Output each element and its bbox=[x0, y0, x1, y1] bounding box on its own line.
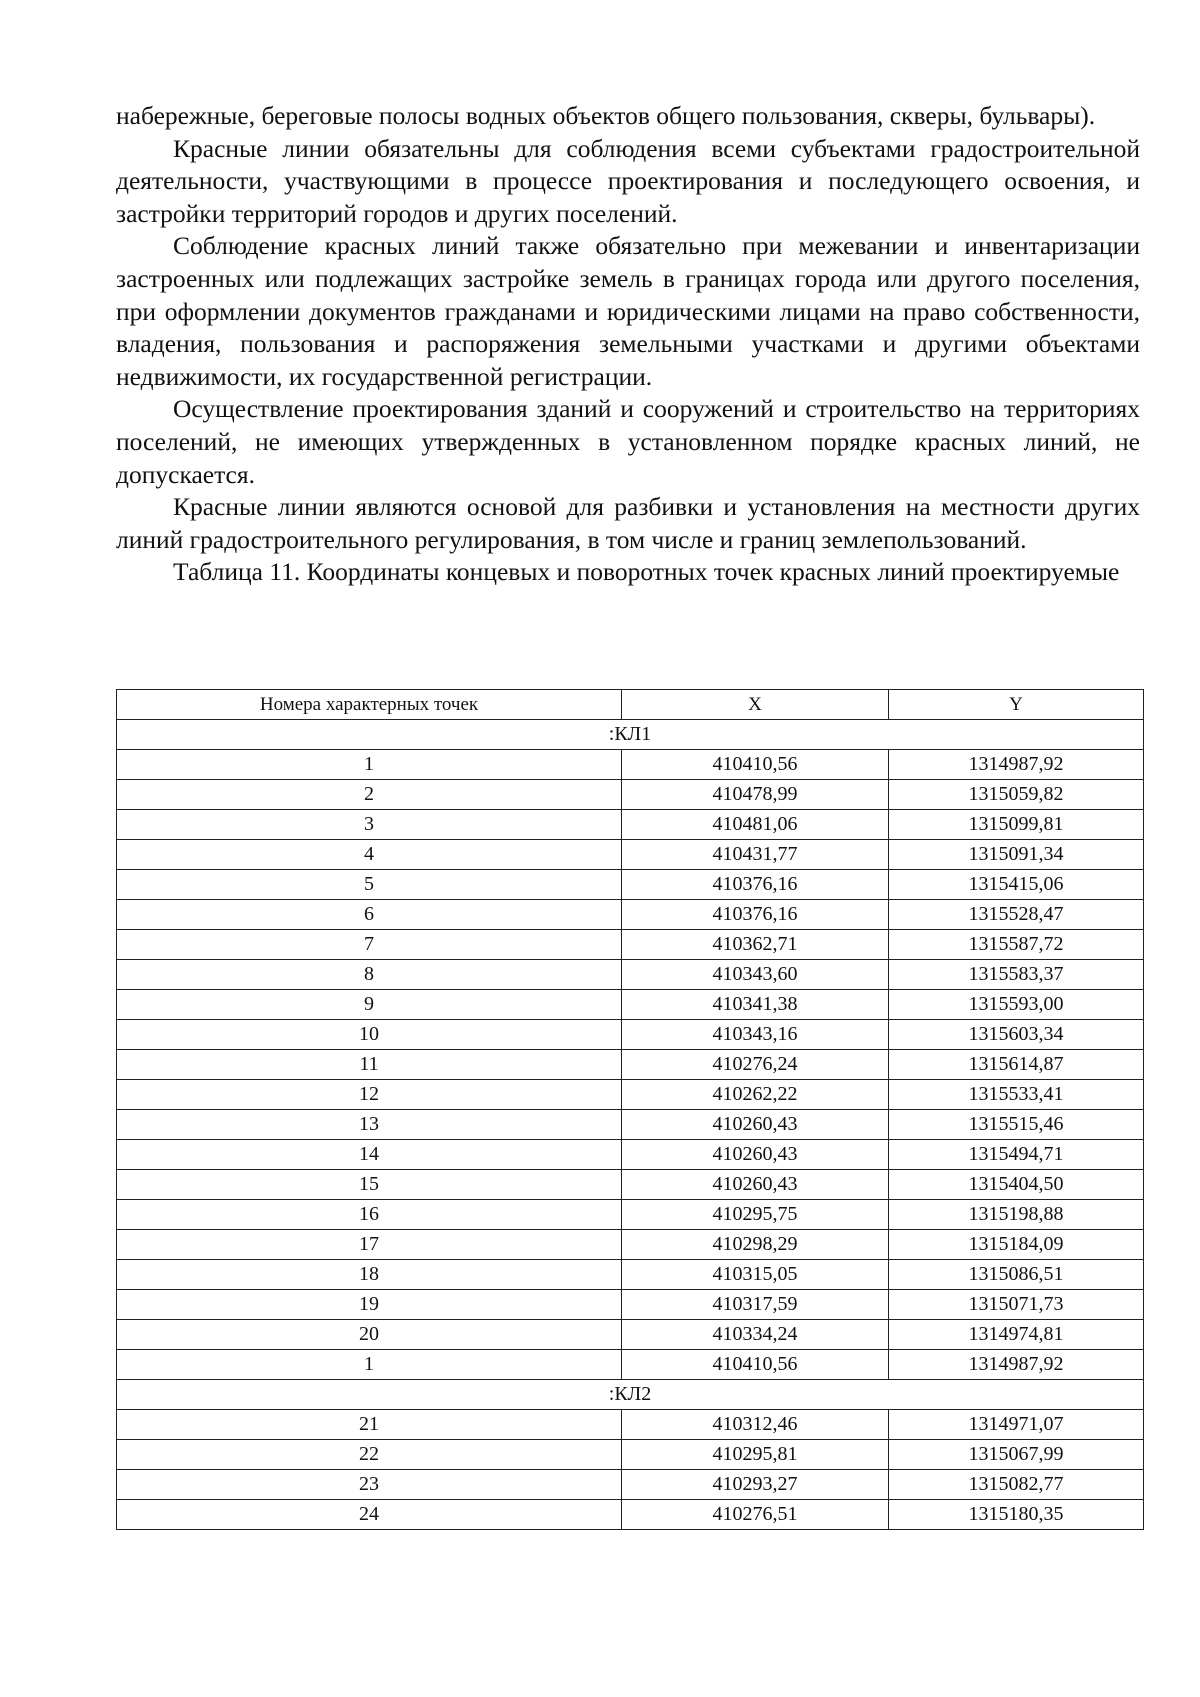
y-cell: 1315067,99 bbox=[889, 1440, 1144, 1470]
point-number-cell: 13 bbox=[117, 1110, 622, 1140]
point-number-cell: 21 bbox=[117, 1410, 622, 1440]
table-row bbox=[117, 960, 1144, 990]
x-cell: 410260,43 bbox=[622, 1110, 889, 1140]
point-number-cell: 18 bbox=[117, 1260, 622, 1290]
point-number-cell: 24 bbox=[117, 1500, 622, 1530]
y-cell: 1315415,06 bbox=[889, 870, 1144, 900]
table-caption: Таблица 11. Координаты концевых и поворотных точек красных линий проектируемые bbox=[173, 557, 1120, 587]
point-number-cell: 7 bbox=[117, 930, 622, 960]
x-cell: 410295,75 bbox=[622, 1200, 889, 1230]
x-cell: 410410,56 bbox=[622, 750, 889, 780]
x-cell: 410298,29 bbox=[622, 1230, 889, 1260]
table-row bbox=[117, 1470, 1144, 1500]
table-row bbox=[117, 1290, 1144, 1320]
x-cell: 410410,56 bbox=[622, 1350, 889, 1380]
x-cell: 410317,59 bbox=[622, 1290, 889, 1320]
body-text bbox=[116, 100, 1140, 589]
x-cell: 410312,46 bbox=[622, 1410, 889, 1440]
y-cell: 1315614,87 bbox=[889, 1050, 1144, 1080]
point-number-cell: 19 bbox=[117, 1290, 622, 1320]
x-cell: 410315,05 bbox=[622, 1260, 889, 1290]
x-cell: 410478,99 bbox=[622, 780, 889, 810]
y-cell: 1315533,41 bbox=[889, 1080, 1144, 1110]
y-cell: 1315593,00 bbox=[889, 990, 1144, 1020]
paragraph: набережные, береговые полосы водных объектов общего пользования, скверы, бульвары). bbox=[116, 101, 1096, 130]
point-number-cell: 20 bbox=[117, 1320, 622, 1350]
table-row bbox=[117, 1320, 1144, 1350]
x-cell: 410376,16 bbox=[622, 870, 889, 900]
table-row bbox=[117, 1230, 1144, 1260]
point-number-cell: 17 bbox=[117, 1230, 622, 1260]
point-number-cell: 6 bbox=[117, 900, 622, 930]
point-number-cell: 23 bbox=[117, 1470, 622, 1500]
paragraph: Красные линии обязательны для соблюдения всеми субъектами градостроительной деятельности, участвующими в процессе проектирования и последующего освоения, и застройки территорий городов и других поселений. bbox=[116, 133, 1140, 228]
y-cell: 1314974,81 bbox=[889, 1320, 1144, 1350]
x-cell: 410431,77 bbox=[622, 840, 889, 870]
x-cell: 410276,51 bbox=[622, 1500, 889, 1530]
y-cell: 1314987,92 bbox=[889, 1350, 1144, 1380]
table-row bbox=[117, 750, 1144, 780]
table-row bbox=[117, 1260, 1144, 1290]
y-cell: 1315099,81 bbox=[889, 810, 1144, 840]
x-cell: 410343,60 bbox=[622, 960, 889, 990]
table-row bbox=[117, 1500, 1144, 1530]
x-cell: 410295,81 bbox=[622, 1440, 889, 1470]
table-row bbox=[117, 1440, 1144, 1470]
paragraph: Красные линии являются основой для разбивки и установления на местности других линий градостроительного регулирования, в том числе и границ землепользований. bbox=[116, 492, 1140, 554]
table-row bbox=[117, 1080, 1144, 1110]
y-cell: 1315091,34 bbox=[889, 840, 1144, 870]
table-row bbox=[117, 900, 1144, 930]
paragraph: Соблюдение красных линий также обязательно при межевании и инвентаризации застроенных или подлежащих застройке земель в границах города или другого поселения, при оформлении документов гражданами и юридическими лицами на право собственности, владения, пользования и распоряжения земельными участками и другими объектами недвижимости, их государственной регистрации. bbox=[116, 231, 1140, 391]
y-cell: 1315583,37 bbox=[889, 960, 1144, 990]
table-row bbox=[117, 1350, 1144, 1380]
paragraph: Осуществление проектирования зданий и сооружений и строительство на территориях поселений, не имеющих утвержденных в установленном порядке красных линий, не допускается. bbox=[116, 394, 1140, 489]
y-cell: 1315180,35 bbox=[889, 1500, 1144, 1530]
table-row bbox=[117, 1170, 1144, 1200]
point-number-cell: 11 bbox=[117, 1050, 622, 1080]
header-y: Y bbox=[889, 690, 1144, 720]
y-cell: 1315082,77 bbox=[889, 1470, 1144, 1500]
y-cell: 1315404,50 bbox=[889, 1170, 1144, 1200]
point-number-cell: 8 bbox=[117, 960, 622, 990]
table-row bbox=[117, 1140, 1144, 1170]
group-label: :КЛ1 bbox=[117, 720, 1144, 750]
point-number-cell: 15 bbox=[117, 1170, 622, 1200]
table-row bbox=[117, 1050, 1144, 1080]
point-number-cell: 16 bbox=[117, 1200, 622, 1230]
point-number-cell: 5 bbox=[117, 870, 622, 900]
table-row bbox=[117, 840, 1144, 870]
coordinates-table bbox=[116, 689, 1144, 1530]
table-row bbox=[117, 1200, 1144, 1230]
table-row bbox=[117, 1110, 1144, 1140]
y-cell: 1315494,71 bbox=[889, 1140, 1144, 1170]
group-row bbox=[117, 720, 1144, 750]
x-cell: 410260,43 bbox=[622, 1170, 889, 1200]
y-cell: 1314987,92 bbox=[889, 750, 1144, 780]
point-number-cell: 12 bbox=[117, 1080, 622, 1110]
x-cell: 410334,24 bbox=[622, 1320, 889, 1350]
x-cell: 410362,71 bbox=[622, 930, 889, 960]
y-cell: 1314971,07 bbox=[889, 1410, 1144, 1440]
header-point-number: Номера характерных точек bbox=[117, 690, 622, 720]
table-row bbox=[117, 930, 1144, 960]
point-number-cell: 4 bbox=[117, 840, 622, 870]
point-number-cell: 1 bbox=[117, 1350, 622, 1380]
y-cell: 1315184,09 bbox=[889, 1230, 1144, 1260]
point-number-cell: 9 bbox=[117, 990, 622, 1020]
table-row bbox=[117, 810, 1144, 840]
point-number-cell: 14 bbox=[117, 1140, 622, 1170]
table-row bbox=[117, 1410, 1144, 1440]
y-cell: 1315515,46 bbox=[889, 1110, 1144, 1140]
table-row bbox=[117, 1020, 1144, 1050]
y-cell: 1315587,72 bbox=[889, 930, 1144, 960]
point-number-cell: 10 bbox=[117, 1020, 622, 1050]
x-cell: 410262,22 bbox=[622, 1080, 889, 1110]
x-cell: 410276,24 bbox=[622, 1050, 889, 1080]
group-label: :КЛ2 bbox=[117, 1380, 1144, 1410]
y-cell: 1315198,88 bbox=[889, 1200, 1144, 1230]
header-x: X bbox=[622, 690, 889, 720]
x-cell: 410376,16 bbox=[622, 900, 889, 930]
x-cell: 410343,16 bbox=[622, 1020, 889, 1050]
point-number-cell: 1 bbox=[117, 750, 622, 780]
y-cell: 1315059,82 bbox=[889, 780, 1144, 810]
x-cell: 410293,27 bbox=[622, 1470, 889, 1500]
x-cell: 410260,43 bbox=[622, 1140, 889, 1170]
y-cell: 1315603,34 bbox=[889, 1020, 1144, 1050]
table-row bbox=[117, 990, 1144, 1020]
table-row bbox=[117, 780, 1144, 810]
y-cell: 1315528,47 bbox=[889, 900, 1144, 930]
y-cell: 1315071,73 bbox=[889, 1290, 1144, 1320]
table-body bbox=[117, 720, 1144, 1530]
table-row bbox=[117, 870, 1144, 900]
x-cell: 410341,38 bbox=[622, 990, 889, 1020]
point-number-cell: 3 bbox=[117, 810, 622, 840]
y-cell: 1315086,51 bbox=[889, 1260, 1144, 1290]
point-number-cell: 2 bbox=[117, 780, 622, 810]
point-number-cell: 22 bbox=[117, 1440, 622, 1470]
table-header-row bbox=[117, 690, 1144, 720]
x-cell: 410481,06 bbox=[622, 810, 889, 840]
group-row bbox=[117, 1380, 1144, 1410]
